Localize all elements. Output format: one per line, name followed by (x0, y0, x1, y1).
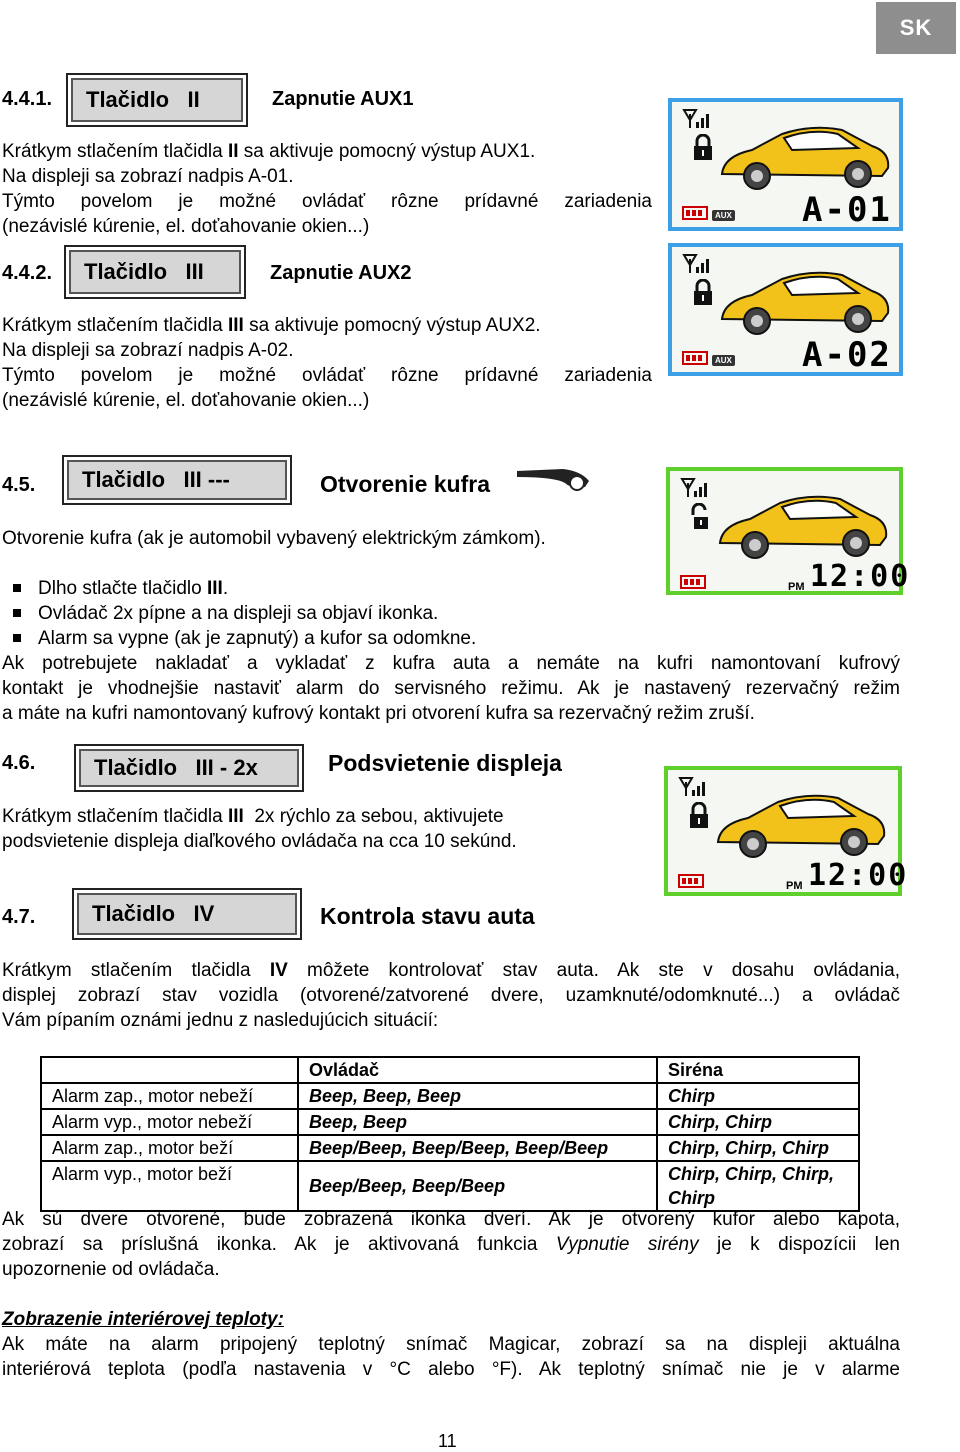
section-title: Otvorenie kufra (320, 471, 490, 497)
table-row (41, 1109, 859, 1135)
table-row (41, 1083, 859, 1109)
table-header (41, 1057, 298, 1083)
paragraph: Ak máte na alarm pripojený teplotný snímač Magicar, zobrazí sa na displeji aktuálna interiérová teplota (podľa nastavenia v °C alebo °F). Ak teplotný snímač nie je v alarme (2, 1334, 900, 1380)
paragraph: Ak potrebujete nakladať a vykladať z kufra auta a nemáte na kufri namontovaní kufrový kontakt je vhodnejšie nastaviť alarm do servisného režimu. Ak je nastavený rezervačný režim a máte na kufri namontovaný kufrový kontakt pri otvorení kufra sa rezervačný režim zruší. (2, 653, 900, 724)
bullet-list (0, 576, 640, 651)
signal-icon (678, 776, 708, 798)
subheading: Zobrazenie interiérovej teploty: (2, 1309, 284, 1330)
paragraph: Krátkym stlačením tlačidla IV môžete kontrolovať stav auta. Ak ste v dosahu ovládania, displej zobrazí stav vozidla (otvorené/zatvorené dvere, uzamknuté/odomknuté...) a ovládač Vám pípaním oznámi jednu z nasledujúcich situácií: (2, 960, 900, 1031)
button-label-box (74, 744, 304, 792)
signal-icon (682, 108, 712, 130)
list-item: Dlho stlačte tlačidlo III. (0, 576, 640, 601)
button-label-box (72, 888, 302, 940)
list-item: Alarm sa vypne (ak je zapnutý) a kufor sa odomkne. (0, 626, 640, 651)
table-cell: Beep, Beep (298, 1109, 657, 1135)
paragraph: Krátkym stlačením tlačidla III 2x rýchlo za sebou, aktivujete podsvietenie displeja diaľkového ovládača na cca 10 sekúnd. (2, 806, 517, 852)
table-cell: Alarm zap., motor nebeží (41, 1083, 298, 1109)
battery-icon (682, 351, 710, 365)
lock-icon (688, 802, 710, 830)
table-cell: Chirp, Chirp, Chirp (657, 1135, 859, 1161)
paragraph: Otvorenie kufra (ak je automobil vybavený elektrickým zámkom). (2, 528, 546, 549)
paragraph: Krátkym stlačením tlačidla III sa aktivuje pomocný výstup AUX2. Na displeji sa zobrazí nadpis A-02. Týmto povelom je možné ovládať rôzne prídavné zariadenia (nezávislé kúrenie, el. doťahovanie okien...) (2, 315, 652, 411)
signal-icon (680, 477, 710, 499)
table-cell: Chirp, Chirp, Chirp, Chirp (657, 1161, 859, 1211)
table-cell: Beep, Beep, Beep (298, 1083, 657, 1109)
display-clock: 12:00 (810, 559, 911, 594)
lock-icon (692, 279, 714, 307)
remote-display-aux2 (668, 243, 903, 376)
section-number: 4.4.1. (2, 88, 53, 110)
battery-icon (680, 575, 708, 589)
paragraph: Ak sú dvere otvorené, bude zobrazená ikonka dverí. Ak je otvorený kufor alebo kapota, zobrazí sa príslušná ikonka. Ak je aktivovaná funkcia Vypnutie sirény je k dispozícii len upozornenie od ovládača. (2, 1209, 900, 1280)
pm-indicator: PM (786, 880, 803, 892)
unlock-icon (690, 503, 712, 531)
table-header-row (41, 1057, 859, 1083)
button-label-box (66, 73, 248, 127)
section-number: 4.4.2. (2, 262, 53, 284)
button-label: Tlačidlo II (86, 87, 200, 112)
table-cell: Beep/Beep, Beep/Beep, Beep/Beep (298, 1135, 657, 1161)
display-readout: A-02 (802, 335, 892, 375)
section-number: 4.5. (2, 474, 36, 496)
pm-indicator: PM (788, 581, 805, 593)
table-cell: Chirp (657, 1083, 859, 1109)
signal-icon (682, 253, 712, 275)
table-row (41, 1135, 859, 1161)
language-badge: SK (876, 2, 956, 54)
battery-icon (678, 874, 706, 888)
section-number: 4.6. (2, 752, 36, 774)
table-cell: Alarm zap., motor beží (41, 1135, 298, 1161)
aux-indicator: AUX (712, 355, 735, 366)
display-clock: 12:00 (808, 858, 909, 893)
table-cell: Alarm vyp., motor nebeží (41, 1109, 298, 1135)
button-label: Tlačidlo IV (92, 901, 215, 926)
beep-table (40, 1056, 860, 1212)
car-icon (712, 116, 892, 196)
table-header: Ovládač (298, 1057, 657, 1083)
button-label: Tlačidlo III (84, 259, 204, 284)
section-title: Kontrola stavu auta (320, 903, 535, 929)
lock-icon (692, 134, 714, 162)
display-readout: A-01 (802, 190, 892, 230)
table-header: Siréna (657, 1057, 859, 1083)
trunk-icon (515, 465, 593, 493)
car-icon (710, 485, 890, 565)
button-label-box (64, 245, 246, 299)
table-row (41, 1161, 859, 1211)
table-cell: Beep/Beep, Beep/Beep (298, 1161, 657, 1211)
table-cell: Chirp, Chirp (657, 1109, 859, 1135)
page-number: 11 (438, 1431, 457, 1451)
remote-display-aux1 (668, 98, 903, 231)
list-item: Ovládač 2x pípne a na displeji sa objaví ikonka. (0, 601, 640, 626)
section-title: Podsvietenie displeja (328, 750, 562, 776)
section-number: 4.7. (2, 906, 36, 928)
car-icon (708, 784, 888, 864)
section-title: Zapnutie AUX2 (270, 262, 412, 284)
table-cell: Alarm vyp., motor beží (41, 1161, 298, 1211)
remote-display-trunk (666, 467, 911, 595)
battery-icon (682, 206, 710, 220)
car-icon (712, 261, 892, 341)
paragraph: Krátkym stlačením tlačidla II sa aktivuje pomocný výstup AUX1. Na displeji sa zobrazí nadpis A-01. Týmto povelom je možné ovládať rôzne prídavné zariadenia (nezávislé kúrenie, el. doťahovanie okien...) (2, 141, 652, 237)
aux-indicator: AUX (712, 210, 735, 221)
button-label-box (62, 455, 292, 505)
remote-display-backlight (664, 766, 909, 896)
button-label: Tlačidlo III --- (82, 467, 230, 492)
section-title: Zapnutie AUX1 (272, 88, 414, 110)
button-label: Tlačidlo III - 2x (94, 755, 258, 780)
